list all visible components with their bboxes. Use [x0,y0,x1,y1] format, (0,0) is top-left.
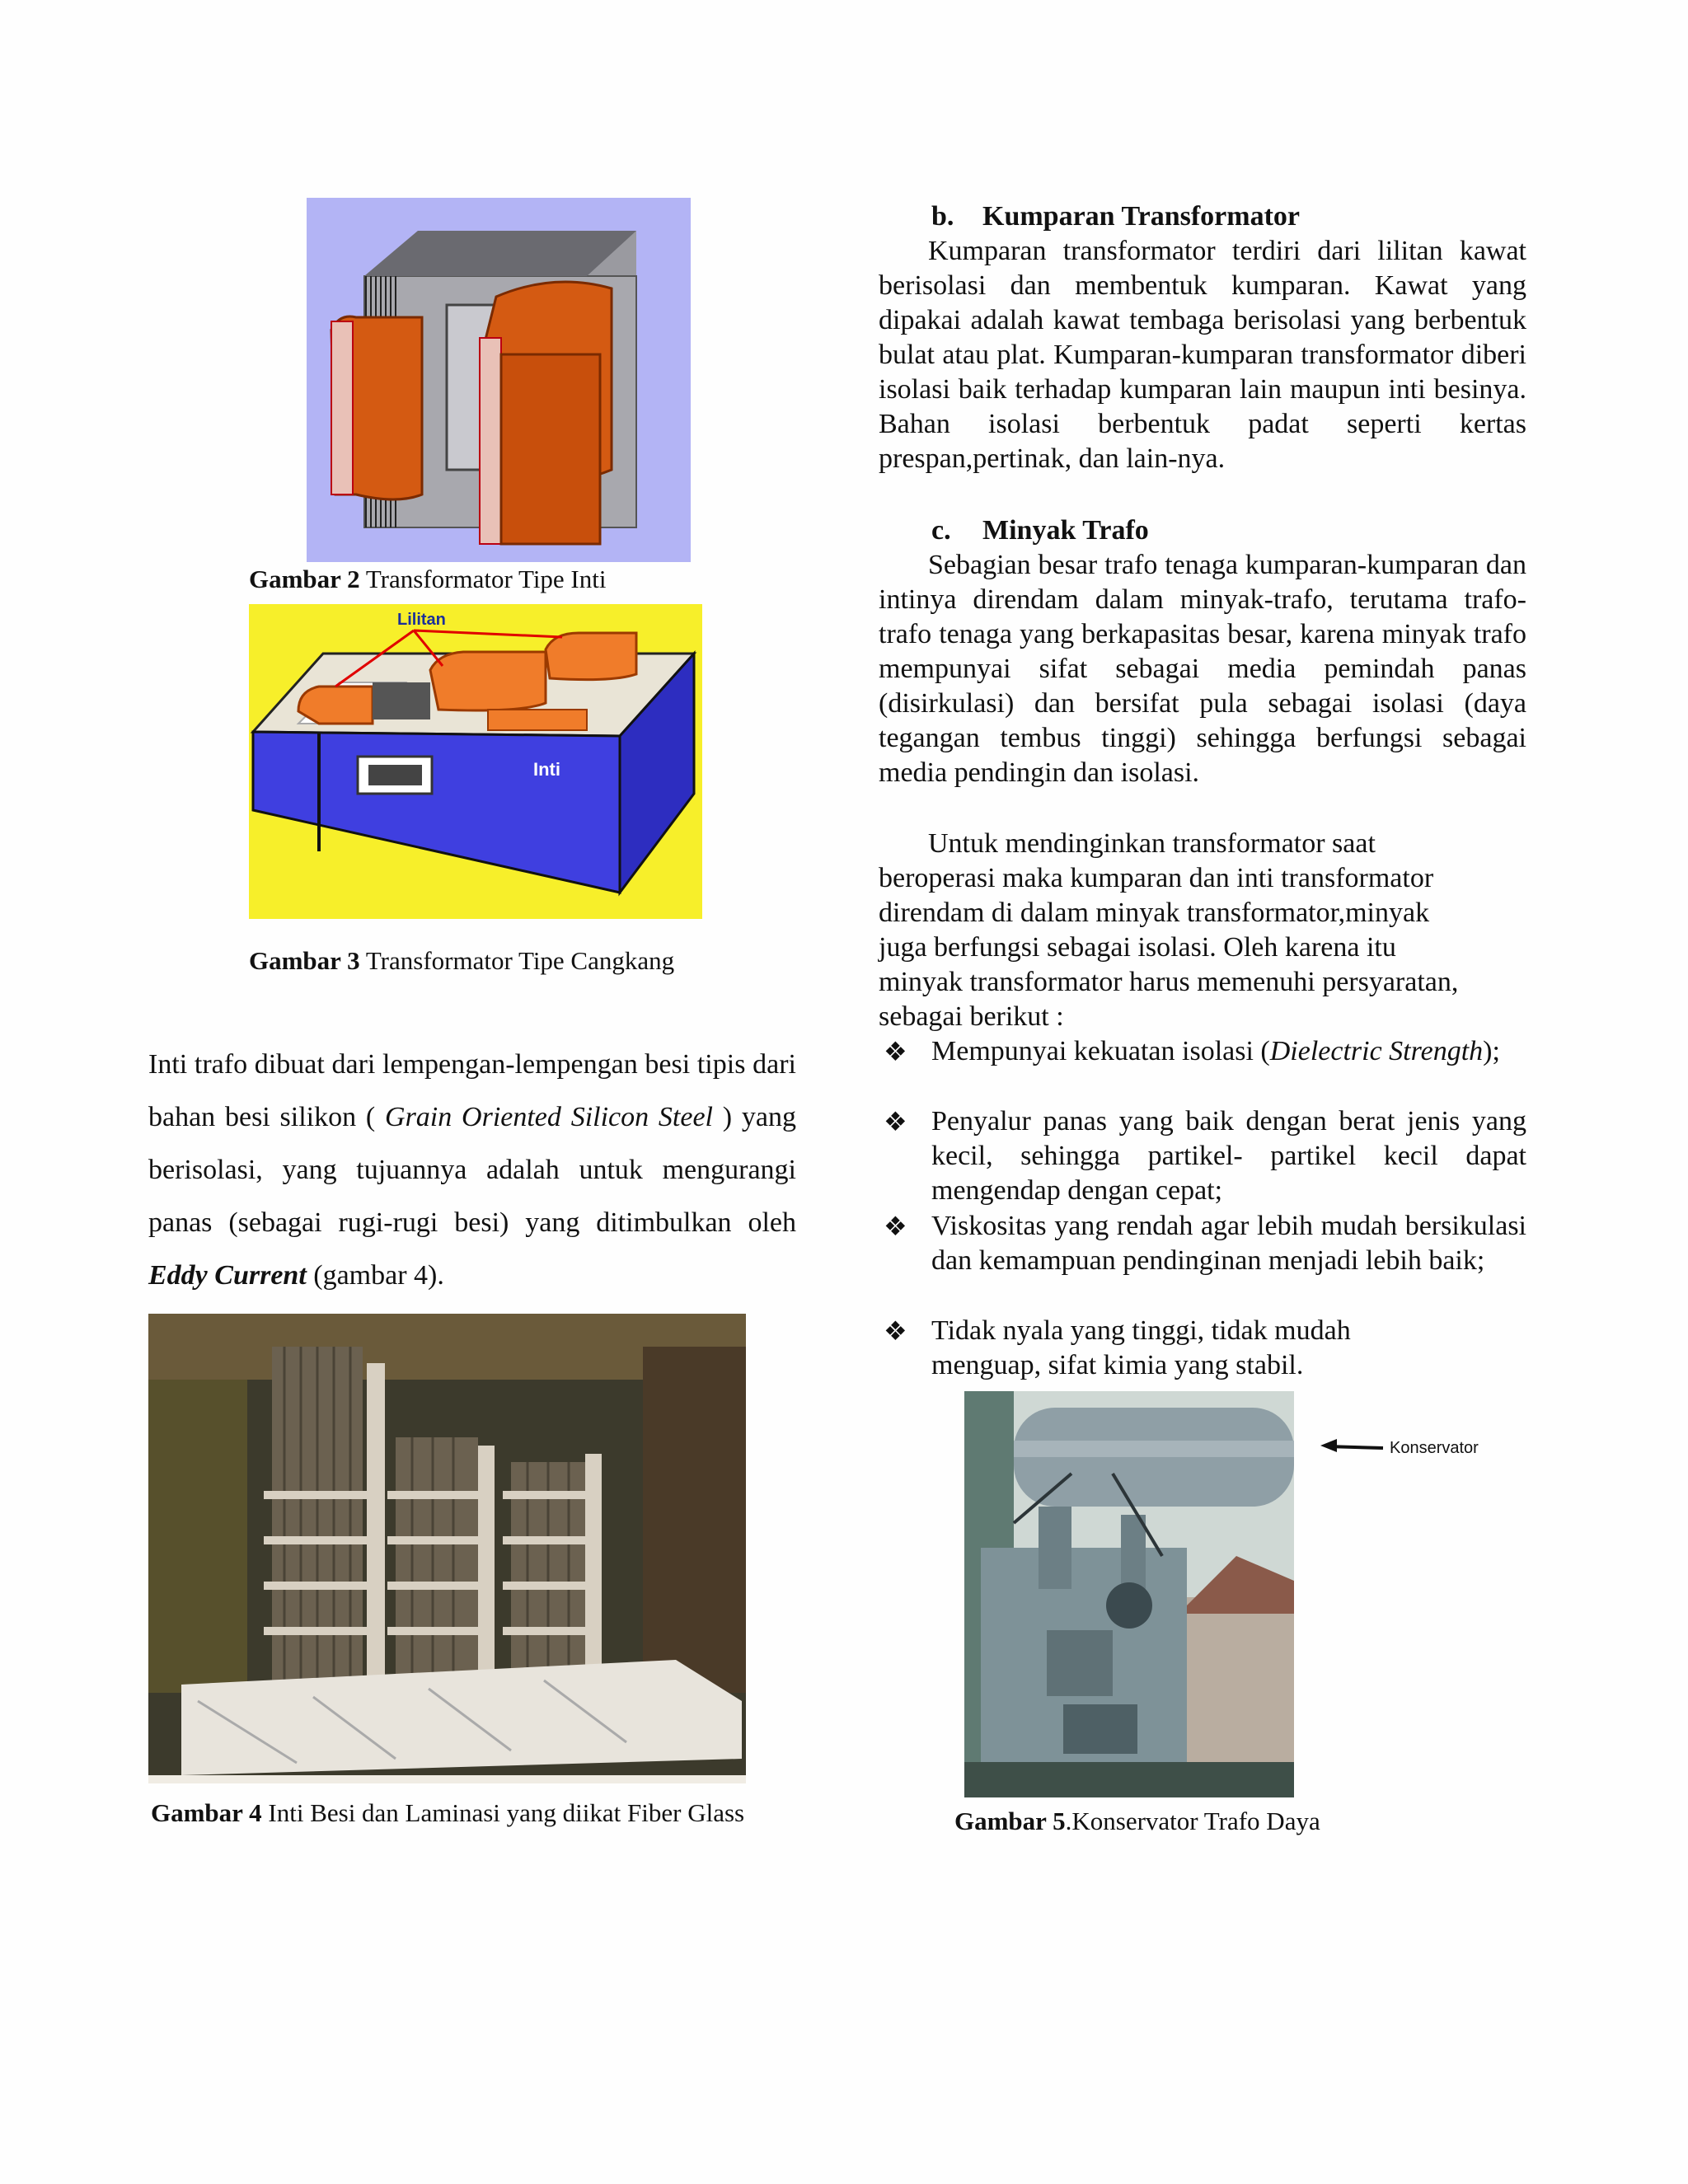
conservator-arrow-icon [1319,1434,1385,1459]
bullet-diamond-icon: ❖ [884,1212,907,1241]
figure-3-label-inti: Inti [533,759,560,780]
bullet-item-4: ❖ Tidak nyala yang tinggi, tidak mudah menguap, sifat kimia yang stabil. [884,1315,1351,1380]
figure-3-shell-type-transformer [249,604,702,919]
figure-5-caption: Gambar 5.Konservator Trafo Daya [954,1807,1320,1835]
bullet-diamond-icon: ❖ [884,1107,907,1137]
section-c-paragraph-2: Untuk mendinginkan transformator saat beroperasi maka kumparan dan inti transformator direndam di dalam minyak transformator,minyak juga berfungsi sebagai isolasi. Oleh karena itu minyak transformator harus memenuhi persyaratan, sebagai berikut : [879,828,1459,1032]
section-c-heading: c. Minyak Trafo [931,515,1149,546]
bullet-item-3: ❖ Viskositas yang rendah agar lebih mudah bersikulasi dan kemampuan pendinginan menjadi lebih baik; [884,1211,1526,1276]
section-b-heading: b. Kumparan Transformator [931,201,1301,232]
figure-2-caption: Gambar 2 Transformator Tipe Inti [249,565,607,593]
bullet-item-2: ❖ Penyalur panas yang baik dengan berat jenis yang kecil, sehingga partikel- partikel kecil dapat mengendap dengan cepat; [884,1106,1526,1206]
figure-5-conservator-photo [964,1391,1294,1797]
figure-4-caption: Gambar 4 Inti Besi dan Laminasi yang diikat Fiber Glass [151,1798,745,1827]
section-b-paragraph: Kumparan transformator terdiri dari lilitan kawat berisolasi dan membentuk kumparan. Kawat yang dipakai adalah kawat tembaga berisolasi yang berbentuk bulat atau plat. Kumparan-kumparan transformator diberi isolasi baik terhadap kumparan lain maupun inti besinya. Bahan isolasi berbentuk padat seperti kertas prespan,pertinak, dan lain-nya. [879,236,1526,474]
bullet-diamond-icon: ❖ [884,1316,907,1346]
bullet-diamond-icon: ❖ [884,1037,907,1066]
section-c-paragraph-1: Sebagian besar trafo tenaga kumparan-kumparan dan intinya direndam dalam minyak-trafo, terutama trafo-trafo tenaga yang berkapasitas besar, karena minyak trafo mempunyai sifat sebagai media pemindah panas (disirkulasi) dan bersifat pula sebagai isolasi (daya tegangan tembus tinggi) sehingga berfungsi sebagai media pendingin dan isolasi. [879,550,1526,788]
figure-4-iron-core-photo [148,1314,746,1783]
bullet-item-1: ❖ Mempunyai kekuatan isolasi (Dielectric Strength); [931,1034,1526,1069]
left-paragraph: Inti trafo dibuat dari lempengan-lempengan besi tipis dari bahan besi silikon ( Grain Oriented Silicon Steel ) yang berisolasi, yang tujuannya adalah untuk mengurangi panas (sebagai rugi-rugi besi) yang ditimbulkan oleh Eddy Current (gambar 4). [148,1049,796,1291]
figure-3-caption: Gambar 3 Transformator Tipe Cangkang [249,946,675,975]
figure-3-label-lilitan: Lilitan [397,611,446,629]
figure-5-label-konservator: Konservator [1390,1439,1479,1457]
figure-2-core-type-transformer [307,198,691,562]
